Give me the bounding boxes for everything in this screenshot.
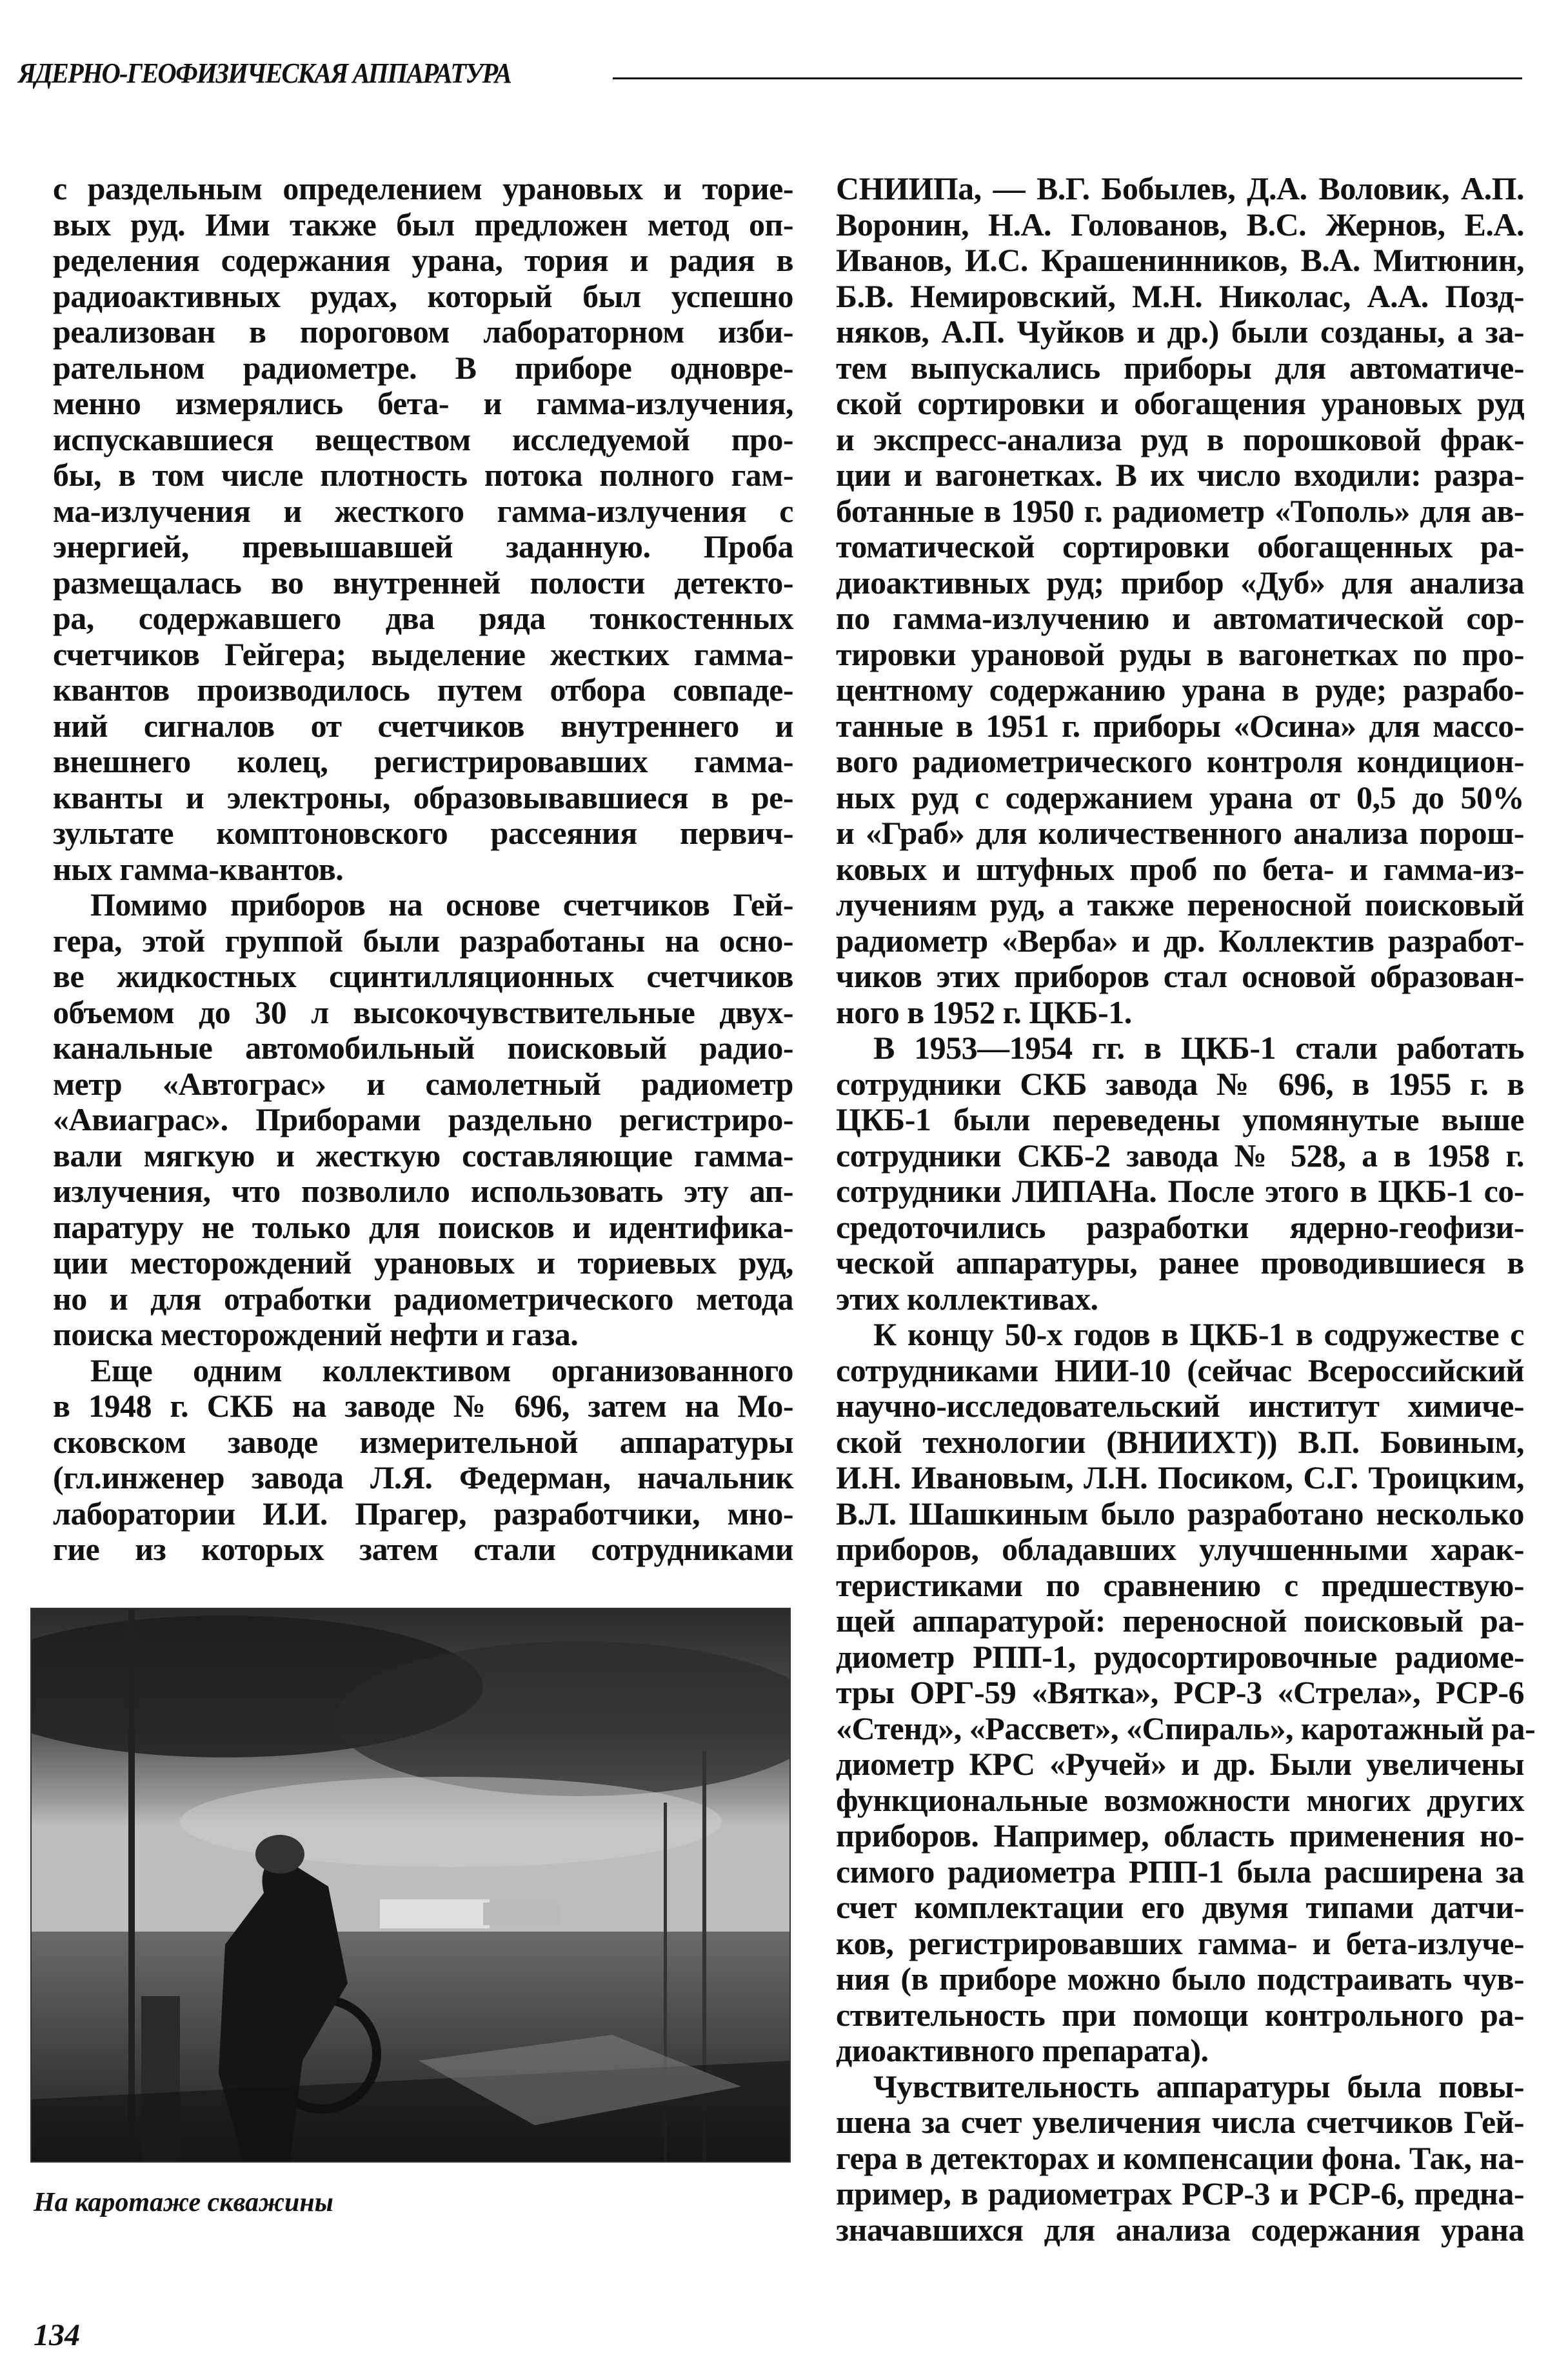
- photo-well-logging: [30, 1608, 791, 2163]
- text-line: приборов, обладавших улучшенными харак-: [836, 1531, 1524, 1567]
- text-line: испускавшиеся веществом исследуемой про-: [53, 421, 793, 457]
- text-line: Еще одним коллективом организованного: [90, 1352, 793, 1388]
- text-line: рательном радиометре. В приборе одновре-: [53, 349, 793, 386]
- text-line: квантов производилось путем отбора совпаде-: [53, 672, 793, 708]
- text-line: Помимо приборов на основе счетчиков Гей-: [90, 886, 793, 923]
- text-line: ской технологии (ВНИИХТ)) В.П. Бовиным,: [836, 1423, 1524, 1460]
- text-line: «Авиаграс». Приборами раздельно регистриро-: [53, 1101, 793, 1137]
- text-line: Чувствительность аппаратуры была повы-: [873, 2068, 1524, 2105]
- text-line: СНИИПа, — В.Г. Бобылев, Д.А. Воловик, А.П.: [836, 170, 1524, 206]
- text-line: ботанные в 1950 г. радиометр «Тополь» для ав-: [836, 492, 1524, 529]
- text-line: вых руд. Ими также был предложен метод оп-: [53, 206, 793, 243]
- text-line: научно-исследовательский институт химиче-: [836, 1388, 1524, 1424]
- text-line: Воронин, Н.А. Голованов, В.С. Жернов, Е.А.: [836, 206, 1524, 243]
- text-line: сотрудниками НИИ-10 (сейчас Всероссийский: [836, 1352, 1524, 1388]
- text-line: ствительность при помощи контрольного ра-: [836, 1996, 1524, 2033]
- text-line: радиоактивных рудах, который был успешно: [53, 277, 793, 314]
- text-line: вали мягкую и жесткую составляющие гамма-: [53, 1137, 793, 1174]
- text-line: ма-излучения и жесткого гамма-излучения с: [53, 492, 793, 529]
- paragraph: [53, 1353, 793, 1568]
- text-line: бы, в том числе плотность потока полного гам-: [53, 457, 793, 493]
- text-line: диоактивного препарата).: [836, 2032, 1209, 2068]
- text-line: объемом до 30 л высокочувствительные двух-: [53, 994, 793, 1030]
- text-line: и экспресс-анализа руд в порошковой фрак-: [836, 421, 1524, 457]
- text-line: диоактивных руд; прибор «Дуб» для анализа: [836, 564, 1524, 601]
- text-line: счетчиков Гейгера; выделение жестких гамма-: [53, 635, 793, 672]
- header-rule: [613, 77, 1522, 79]
- text-line: шена за счет увеличения числа счетчиков Гей-: [836, 2104, 1524, 2140]
- text-line: щей аппаратурой: переносной поисковый ра-: [836, 1603, 1524, 1639]
- text-line: ра, содержавшего два ряда тонкостенных: [53, 600, 793, 636]
- text-line: ции месторождений урановых и ториевых руд,: [53, 1245, 793, 1281]
- text-line: вого радиометрического контроля кондицион-: [836, 743, 1524, 779]
- text-line: гие из которых затем стали сотрудниками: [53, 1531, 793, 1567]
- text-line: лучениям руд, а также переносной поисковый: [836, 886, 1524, 923]
- text-line: функциональные возможности многих других: [836, 1781, 1524, 1818]
- text-line: ний сигналов от счетчиков внутреннего и: [53, 707, 793, 744]
- paragraph: [53, 887, 793, 1353]
- text-line: ния (в приборе можно было подстраивать чув-: [836, 1961, 1524, 1997]
- text-line: с раздельным определением урановых и торие-: [53, 170, 793, 206]
- text-line: гера в детекторах и компенсации фона. Так, на-: [836, 2139, 1524, 2176]
- text-line: но и для отработки радиометрического метода: [53, 1280, 793, 1317]
- text-line: размещалась во внутренней полости детекто-: [53, 564, 793, 601]
- text-line: тировки урановой руды в вагонетках по про-: [836, 635, 1524, 672]
- text-line: ных руд с содержанием урана от 0,5 до 50%: [836, 779, 1524, 815]
- text-line: ковых и штуфных проб по бета- и гамма-из-: [836, 850, 1524, 887]
- text-line: менно измерялись бета- и гамма-излучения,: [53, 385, 793, 421]
- text-line: пример, в радиометрах РСР-3 и РСР-6, предна-: [836, 2175, 1524, 2212]
- figure-caption: На каротаже скважины: [34, 2188, 333, 2217]
- text-line: лаборатории И.И. Прагер, разработчики, мно-: [53, 1495, 793, 1532]
- text-line: няков, А.П. Чуйков и др.) были созданы, а за-: [836, 314, 1524, 350]
- text-line: «Стенд», «Рассвет», «Спираль», каротажный ра-: [836, 1710, 1536, 1746]
- left-column: [53, 171, 793, 1568]
- paragraph: [53, 171, 793, 887]
- text-line: В 1953—1954 гг. в ЦКБ-1 стали работать: [873, 1030, 1524, 1066]
- text-line: ных гамма-квантов.: [53, 850, 344, 887]
- running-header: ЯДЕРНО-ГЕОФИЗИЧЕСКАЯ АППАРАТУРА: [18, 57, 511, 89]
- text-line: значавшихся для анализа содержания урана: [836, 2211, 1524, 2248]
- text-line: ской сортировки и обогащения урановых руд: [836, 385, 1524, 421]
- right-column: [836, 170, 1536, 2248]
- paragraph: [836, 2069, 1524, 2248]
- text-line: диометр КРС «Ручей» и др. Были увеличены: [836, 1746, 1524, 1782]
- text-line: симого радиометра РПП-1 была расширена за: [836, 1853, 1524, 1890]
- text-line: И.Н. Ивановым, Л.Н. Посиком, С.Г. Троицким,: [836, 1459, 1524, 1495]
- text-line: ческой аппаратуры, ранее проводившиеся в: [836, 1245, 1524, 1281]
- text-line: танные в 1951 г. приборы «Осина» для массо-: [836, 707, 1524, 744]
- text-line: ве жидкостных сцинтилляционных счетчиков: [53, 958, 793, 994]
- text-line: приборов. Например, область применения но-: [836, 1817, 1524, 1854]
- text-line: энергией, превышавшей заданную. Проба: [53, 528, 793, 565]
- text-line: ции и вагонетках. В их число входили: разра-: [836, 457, 1524, 493]
- text-line: В.Л. Шашкиным было разработано несколько: [836, 1495, 1524, 1532]
- text-line: паратуру не только для поисков и идентифика-: [53, 1208, 793, 1245]
- text-line: Иванов, И.С. Крашенинников, В.А. Митюнин,: [836, 242, 1524, 278]
- text-line: в 1948 г. СКБ на заводе № 696, затем на Мо-: [53, 1388, 793, 1424]
- text-line: этих коллективах.: [836, 1280, 1098, 1317]
- text-line: Б.В. Немировский, М.Н. Николас, А.А. Позд-: [836, 277, 1524, 314]
- text-line: метр «Автограс» и самолетный радиометр: [53, 1065, 793, 1102]
- text-line: гера, этой группой были разработаны на осно-: [53, 922, 793, 959]
- text-line: сотрудники ЛИПАНа. После этого в ЦКБ-1 со-: [836, 1173, 1524, 1209]
- text-line: томатической сортировки обогащенных ра-: [836, 528, 1524, 565]
- text-line: реализован в пороговом лабораторном изби-: [53, 314, 793, 350]
- text-line: радиометр «Верба» и др. Коллектив разработ-: [836, 922, 1524, 959]
- text-line: ределения содержания урана, тория и радия в: [53, 242, 793, 278]
- text-line: по гамма-излучению и автоматической сор-: [836, 600, 1524, 636]
- text-line: чиков этих приборов стал основой образован-: [836, 958, 1524, 994]
- paragraph: [836, 1030, 1524, 1317]
- text-line: (гл.инженер завода Л.Я. Федерман, начальник: [53, 1459, 793, 1495]
- text-line: К концу 50-х годов в ЦКБ-1 в содружестве с: [873, 1316, 1524, 1352]
- text-line: тем выпускались приборы для автоматиче-: [836, 349, 1524, 386]
- text-line: сотрудники СКБ завода № 696, в 1955 г. в: [836, 1065, 1524, 1102]
- text-line: тры ОРГ-59 «Вятка», РСР-3 «Стрела», РСР-6: [836, 1674, 1524, 1710]
- text-line: диометр РПП-1, рудосортировочные радиоме-: [836, 1638, 1524, 1675]
- page-number: 134: [34, 2318, 80, 2352]
- text-line: поиска месторождений нефти и газа.: [53, 1316, 579, 1352]
- text-line: внешнего колец, регистрировавших гамма-: [53, 743, 793, 779]
- text-line: средоточились разработки ядерно-геофизи-: [836, 1208, 1524, 1245]
- text-line: ного в 1952 г. ЦКБ-1.: [836, 994, 1132, 1030]
- paragraph: [836, 171, 1524, 1030]
- text-line: ЦКБ-1 были переведены упомянутые выше: [836, 1101, 1524, 1137]
- text-line: теристиками по сравнению с предшествую-: [836, 1566, 1524, 1603]
- text-line: излучения, что позволило использовать эту ап-: [53, 1173, 793, 1209]
- text-line: кванты и электроны, образовывавшиеся в ре-: [53, 779, 793, 815]
- text-line: сковском заводе измерительной аппаратуры: [53, 1423, 793, 1460]
- text-line: канальные автомобильный поисковый радио-: [53, 1030, 793, 1066]
- text-line: центному содержанию урана в руде; разрабо-: [836, 672, 1524, 708]
- text-line: ков, регистрировавших гамма- и бета-излуче-: [836, 1925, 1524, 1961]
- text-line: и «Граб» для количественного анализа порош-: [836, 815, 1524, 851]
- text-line: счет комплектации его двумя типами датчи-: [836, 1889, 1524, 1925]
- text-line: зультате комптоновского рассеяния первич-: [53, 815, 793, 851]
- text-line: сотрудники СКБ-2 завода № 528, а в 1958 г.: [836, 1137, 1524, 1174]
- paragraph: [836, 1316, 1536, 2069]
